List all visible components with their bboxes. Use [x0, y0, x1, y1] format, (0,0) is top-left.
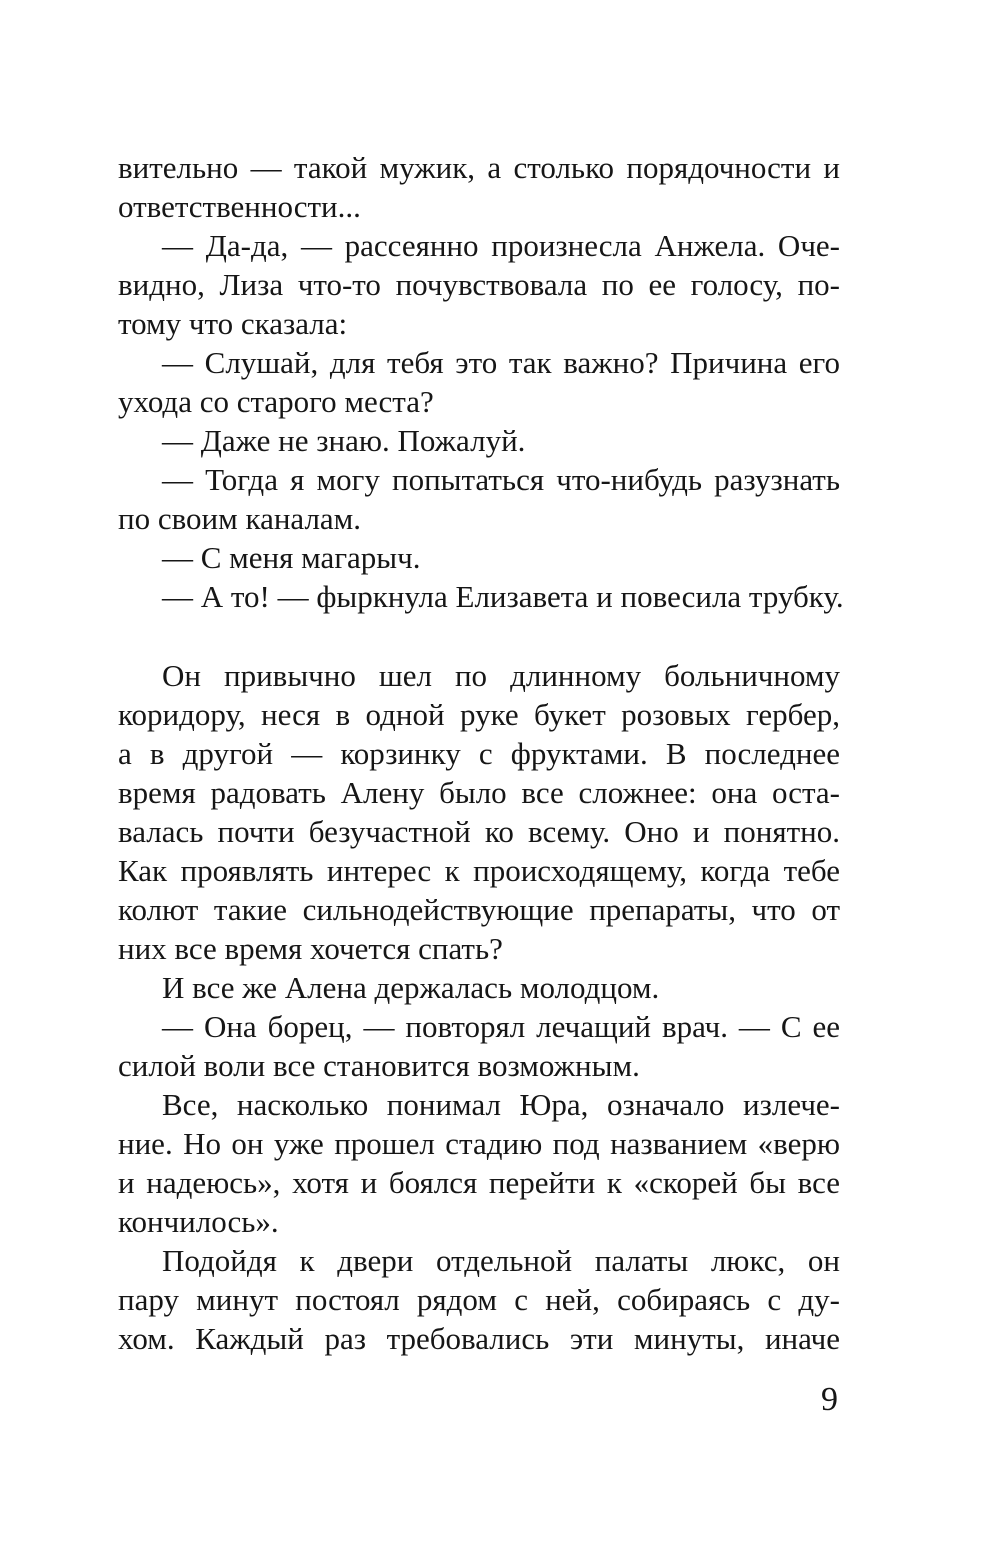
- text-line: — Тогда я могу попытаться что-нибудь разузнать: [162, 462, 840, 497]
- text-line: — Она борец, — повторял лечащий врач. — С ее: [162, 1009, 840, 1044]
- text-line: — Слушай, для тебя это так важно? Причина его: [162, 345, 840, 380]
- text-line: а в другой — корзинку с фруктами. В последнее: [118, 736, 840, 771]
- book-page-text: [118, 148, 844, 1358]
- text-line: по своим каналам.: [118, 501, 362, 536]
- text-block-dialogue: [118, 148, 844, 616]
- text-line: ние. Но он уже прошел стадию под названием «верю: [118, 1126, 840, 1161]
- text-line: время радовать Алену было все сложнее: она оста-: [118, 775, 840, 810]
- text-line: — Да-да, — рассеянно произнесла Анжела. Оче-: [162, 228, 840, 263]
- text-line: валась почти безучастной ко всему. Оно и понятно.: [118, 814, 840, 849]
- text-line: Подойдя к двери отдельной палаты люкс, он: [162, 1243, 840, 1278]
- text-line: тому что сказала:: [118, 306, 348, 341]
- text-line: ответственности...: [118, 189, 361, 224]
- text-line: — С меня магарыч.: [162, 540, 421, 575]
- text-line: Он привычно шел по длинному больничному: [162, 658, 840, 693]
- text-line: — А то! — фыркнула Елизавета и повесила трубку.: [162, 579, 844, 614]
- text-line: силой воли все становится возможным.: [118, 1048, 640, 1083]
- text-line: И все же Алена держалась молодцом.: [162, 970, 660, 1005]
- text-line: ухода со старого места?: [118, 384, 434, 419]
- text-line: коридору, неся в одной руке букет розовых гербер,: [118, 697, 840, 732]
- text-line: хом. Каждый раз требовались эти минуты, иначе: [118, 1321, 840, 1356]
- text-line: колют такие сильнодействующие препараты, что от: [118, 892, 840, 927]
- text-block-narrative: [118, 656, 840, 1358]
- text-line: — Даже не знаю. Пожалуй.: [162, 423, 526, 458]
- page-number: 9: [821, 1381, 838, 1418]
- section-break: [118, 616, 840, 656]
- text-line: них все время хочется спать?: [118, 931, 503, 966]
- text-line: пару минут постоял рядом с ней, собираясь с ду-: [118, 1282, 840, 1317]
- text-line: вительно — такой мужик, а столько порядочности и: [118, 150, 840, 185]
- text-line: видно, Лиза что-то почувствовала по ее голосу, по-: [118, 267, 840, 302]
- text-line: и надеюсь», хотя и боялся перейти к «скорей бы все: [118, 1165, 840, 1200]
- text-line: Как проявлять интерес к происходящему, когда тебе: [118, 853, 840, 888]
- text-line: кончилось».: [118, 1204, 279, 1239]
- text-line: Все, насколько понимал Юра, означало излече-: [162, 1087, 840, 1122]
